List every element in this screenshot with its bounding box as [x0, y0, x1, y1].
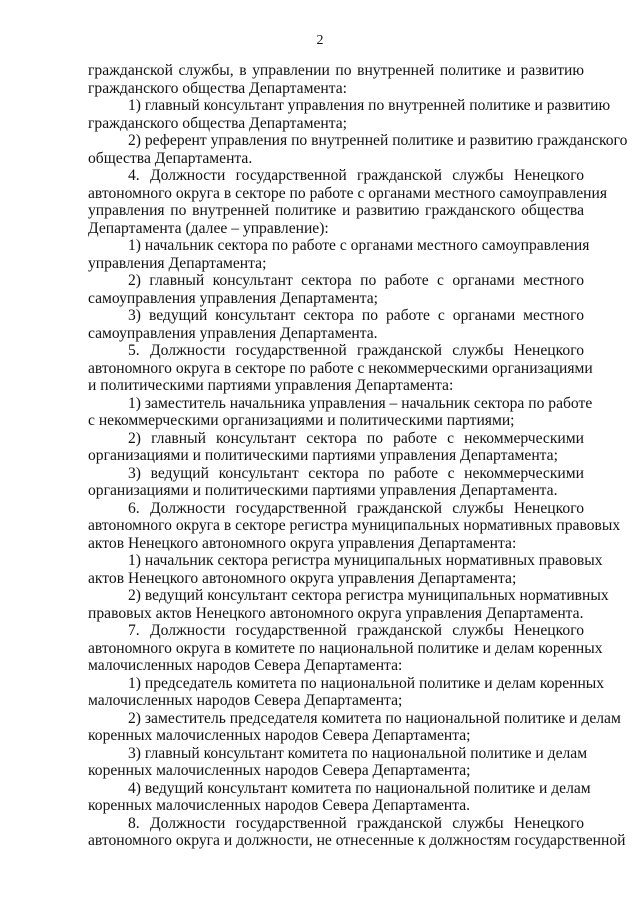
- text-line: организациями и политическими партиями управления Департамента;: [88, 447, 558, 464]
- text-line: автономного округа в секторе регистра муниципальных нормативных правовых: [88, 517, 621, 534]
- text-line: малочисленных народов Севера Департамента;: [88, 692, 403, 709]
- text-line: с некоммерческими организациями и политическими партиями;: [88, 412, 515, 429]
- text-line: 2) референт управления по внутренней политике и развитию гражданского: [128, 132, 628, 149]
- text-line: 2) главный консультант сектора по работе с некоммерческими: [128, 429, 584, 447]
- paragraph: [88, 62, 584, 97]
- text-line: гражданской службы, в управлении по внутренней политике и развитию: [88, 62, 584, 79]
- text-line: автономного округа в комитете по национальной политике и делам коренных: [88, 639, 603, 657]
- paragraph: [88, 342, 593, 395]
- text-line: 3) ведущий консультант сектора по работе с органами местного: [128, 307, 584, 324]
- paragraph: [88, 465, 584, 500]
- text-line: автономного округа в секторе по работе с органами местного самоуправления: [88, 184, 607, 202]
- text-line: организациями и политическими партиями управления Департамента.: [88, 482, 558, 499]
- paragraph: [88, 744, 588, 780]
- paragraph: [88, 430, 584, 465]
- paragraph: [88, 97, 611, 132]
- text-line: 4) ведущий консультант комитета по национальной политике и делам: [128, 779, 591, 797]
- text-line: гражданского общества Департамента;: [88, 114, 347, 132]
- text-line: актов Ненецкого автономного округа управления Департамента:: [88, 534, 517, 552]
- text-line: 1) начальник сектора регистра муниципальных нормативных правовых: [128, 552, 603, 569]
- text-line: автономного округа в секторе по работе с некоммерческими организациями: [88, 359, 593, 377]
- text-line: малочисленных народов Севера Департамента:: [88, 657, 403, 674]
- text-line: общества Департамента.: [88, 149, 253, 167]
- paragraph: [88, 499, 621, 553]
- paragraph: [88, 237, 590, 272]
- text-line: Департамента (далее – управление):: [88, 219, 329, 237]
- paragraph: [88, 272, 584, 307]
- text-line: коренных малочисленных народов Севера Департамента;: [88, 762, 471, 779]
- text-line: 1) главный консультант управления по внутренней политике и развитию: [128, 97, 611, 114]
- text-line: 4. Должности государственной гражданской службы Ненецкого: [128, 167, 584, 184]
- text-line: коренных малочисленных народов Севера Департамента;: [88, 727, 471, 744]
- page-number: 2: [316, 33, 324, 48]
- text-line: самоуправления управления Департамента.: [88, 324, 378, 342]
- text-line: 5. Должности государственной гражданской службы Ненецкого: [128, 342, 584, 359]
- paragraph: [88, 552, 603, 587]
- paragraph: [88, 307, 584, 342]
- text-line: 2) главный консультант сектора по работе с органами местного: [128, 272, 584, 289]
- paragraph: [88, 394, 593, 430]
- paragraph: [88, 674, 605, 710]
- paragraph: [88, 587, 609, 622]
- paragraph: [88, 779, 591, 815]
- text-line: автономного округа и должности, не отнесенные к должностям государственной: [88, 832, 626, 849]
- paragraph: [88, 167, 607, 237]
- text-line: 6. Должности государственной гражданской службы Ненецкого: [128, 499, 584, 517]
- text-line: гражданского общества Департамента:: [88, 79, 347, 97]
- text-line: 3) главный консультант комитета по национальной политике и делам: [128, 744, 588, 762]
- text-line: 1) заместитель начальника управления – начальник сектора по работе: [128, 394, 593, 412]
- text-line: 3) ведущий консультант сектора по работе с некоммерческими: [128, 464, 584, 482]
- text-line: 7. Должности государственной гражданской службы Ненецкого: [128, 622, 584, 639]
- paragraph: [88, 709, 621, 745]
- text-line: 8. Должности государственной гражданской службы Ненецкого: [128, 814, 584, 832]
- paragraph: [88, 814, 626, 850]
- text-line: 2) ведущий консультант сектора регистра муниципальных нормативных: [128, 587, 609, 604]
- text-line: управления Департамента;: [88, 254, 267, 272]
- text-line: и политическими партиями управления Департамента:: [88, 377, 454, 394]
- text-line: правовых актов Ненецкого автономного округа управления Департамента.: [88, 604, 584, 622]
- text-line: самоуправления управления Департамента;: [88, 289, 378, 307]
- text-line: актов Ненецкого автономного округа управления Департамента;: [88, 569, 517, 587]
- text-line: 1) председатель комитета по национальной политике и делам коренных: [128, 674, 605, 692]
- text-line: управления по внутренней политике и развитию гражданского общества: [88, 202, 584, 219]
- paragraph: [88, 622, 603, 675]
- paragraph: [88, 132, 628, 167]
- text-line: коренных малочисленных народов Севера Департамента.: [88, 797, 471, 814]
- text-line: 1) начальник сектора по работе с органами местного самоуправления: [128, 237, 590, 254]
- document-body: [88, 62, 628, 850]
- text-line: 2) заместитель председателя комитета по национальной политике и делам: [128, 709, 621, 727]
